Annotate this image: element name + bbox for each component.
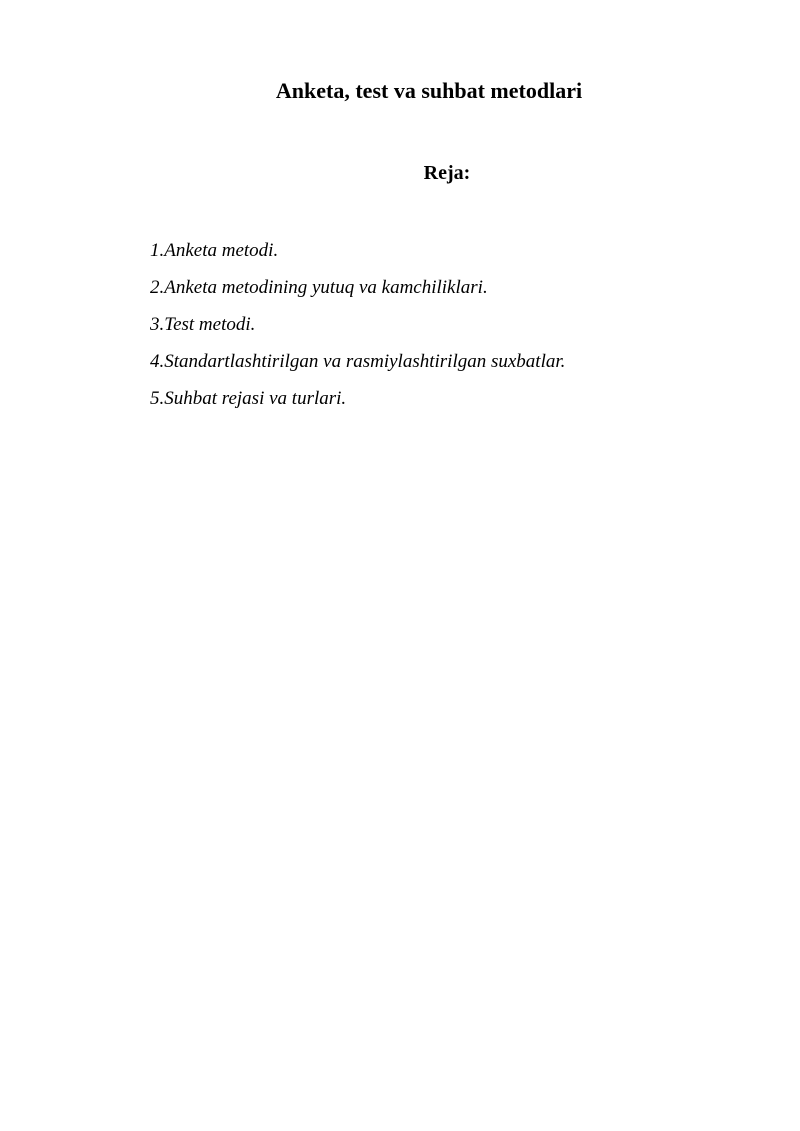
plan-heading: Reja:: [423, 162, 471, 184]
plan-item-3: 3.Test metodi.: [150, 314, 256, 335]
document-title: Anketa, test va suhbat metodlari: [275, 78, 583, 103]
plan-item-2: 2.Anketa metodining yutuq va kamchiliklari.: [150, 277, 488, 298]
plan-item-5: 5.Suhbat rejasi va turlari.: [150, 388, 347, 409]
plan-list: [150, 232, 770, 417]
plan-item-1: 1.Anketa metodi.: [150, 240, 279, 261]
plan-item-4: 4.Standartlashtirilgan va rasmiylashtirilgan suxbatlar.: [150, 351, 566, 372]
